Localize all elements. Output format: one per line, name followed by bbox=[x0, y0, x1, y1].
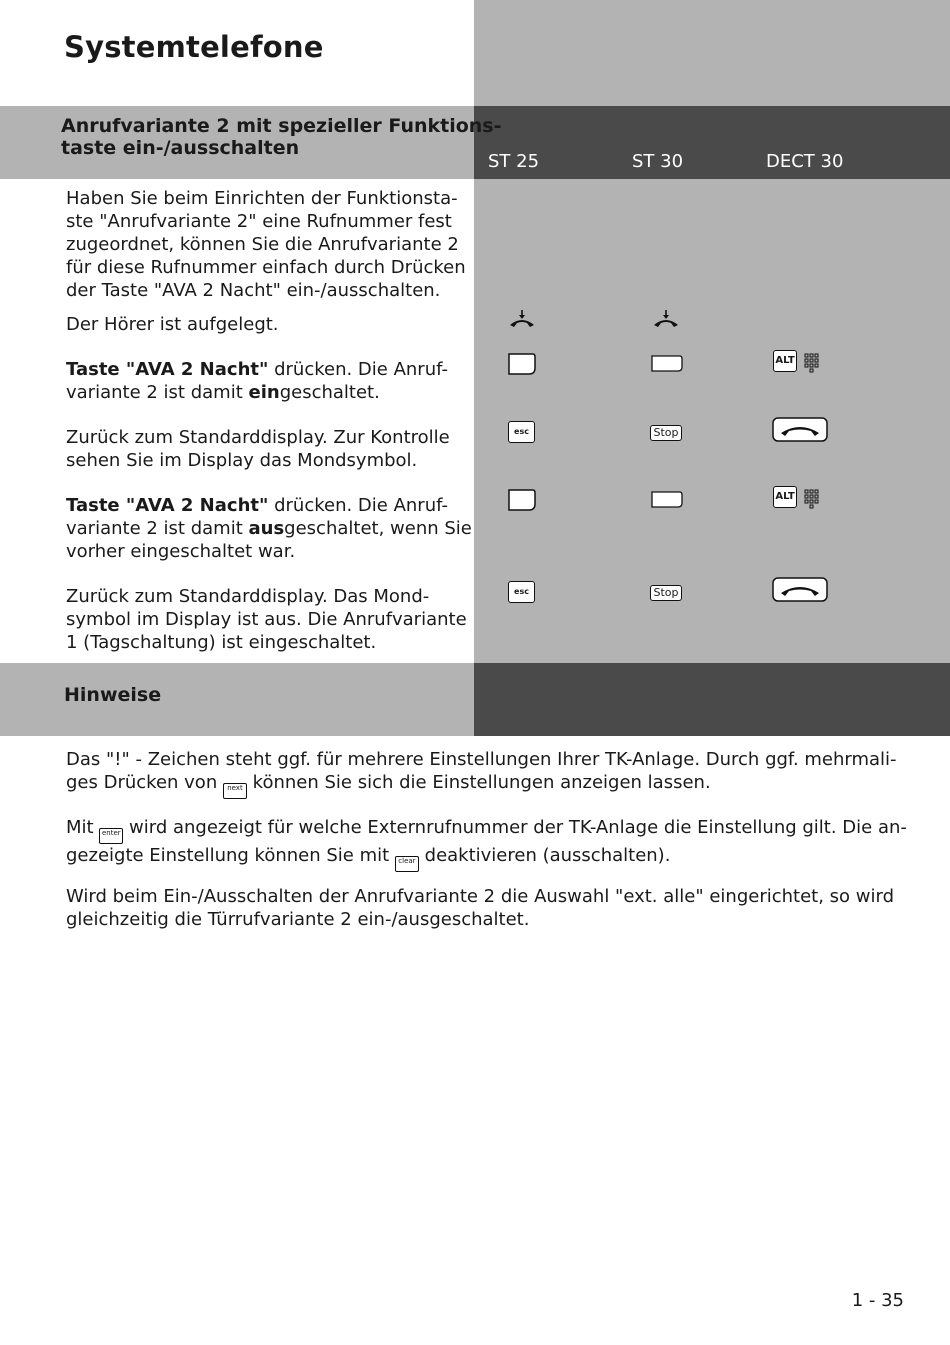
page-title: Systemtelefone bbox=[64, 30, 324, 64]
hinweise-text: ges Drücken von bbox=[66, 772, 223, 793]
intro-line: Haben Sie beim Einrichten der Funktionsta- bbox=[66, 188, 458, 209]
intro-line: für diese Rufnummer einfach durch Drücken bbox=[66, 257, 466, 278]
hinweise-text: können Sie sich die Einstellungen anzeigen lassen. bbox=[246, 772, 711, 793]
hinweise-heading: Hinweise bbox=[64, 684, 162, 706]
step-2-text-a: drücken. Die Anruf- bbox=[268, 359, 448, 380]
step-2-text-b: variante 2 ist damit bbox=[66, 382, 249, 403]
hinweise-text: gezeigte Einstellung können Sie mit bbox=[66, 845, 395, 866]
stop-key-icon: Stop bbox=[650, 425, 682, 441]
function-key-icon bbox=[507, 488, 537, 512]
step-4-text-a: drücken. Die Anruf- bbox=[268, 495, 448, 516]
step-2-key-label: Taste "AVA 2 Nacht" bbox=[66, 359, 269, 380]
intro-line: zugeordnet, können Sie die Anrufvariante 2 bbox=[66, 234, 459, 255]
end-call-key-icon bbox=[772, 417, 828, 442]
step-1-text: Der Hörer ist aufgelegt. bbox=[66, 314, 279, 335]
right-column-body-band bbox=[474, 179, 950, 663]
step-4-text-b: variante 2 ist damit bbox=[66, 518, 249, 539]
alt-key-icon: ALT bbox=[773, 350, 797, 372]
intro-paragraph bbox=[66, 187, 471, 302]
hinweise-paragraph-1 bbox=[66, 748, 916, 799]
hinweise-text: Mit bbox=[66, 817, 100, 838]
hinweise-line: Wird beim Ein-/Ausschalten der Anrufvariante 2 die Auswahl "ext. alle" eingerichtet, so wird bbox=[66, 886, 895, 907]
step-5-line: 1 (Tagschaltung) ist eingeschaltet. bbox=[66, 632, 377, 653]
step-5-line: Zurück zum Standarddisplay. Das Mond- bbox=[66, 586, 430, 607]
function-key-icon bbox=[650, 354, 684, 374]
clear-key-icon: clear bbox=[395, 856, 419, 872]
step-3-text bbox=[66, 426, 471, 472]
section-header-right-band bbox=[474, 106, 950, 179]
step-2-text-c: geschaltet. bbox=[279, 382, 380, 403]
step-3-line: sehen Sie im Display das Mondsymbol. bbox=[66, 450, 418, 471]
stop-key-icon: Stop bbox=[650, 585, 682, 601]
intro-line: der Taste "AVA 2 Nacht" ein-/ausschalten. bbox=[66, 280, 441, 301]
intro-line: ste "Anrufvariante 2" eine Rufnummer fest bbox=[66, 211, 452, 232]
step-2-text bbox=[66, 358, 471, 404]
step-4-key-label: Taste "AVA 2 Nacht" bbox=[66, 495, 269, 516]
next-key-icon: next bbox=[223, 783, 247, 799]
step-2-emphasis: ein bbox=[248, 382, 280, 403]
keypad-icon bbox=[804, 353, 820, 375]
column-header-st25: ST 25 bbox=[488, 151, 540, 172]
hinweise-line: gleichzeitig die Türrufvariante 2 ein-/ausgeschaltet. bbox=[66, 909, 530, 930]
hinweise-text: wird angezeigt für welche Externrufnummer der TK-Anlage die Einstellung gilt. Die an- bbox=[123, 817, 907, 838]
section-title-line2: taste ein-/ausschalten bbox=[61, 137, 300, 159]
keypad-icon bbox=[804, 489, 820, 511]
handset-on-hook-icon bbox=[652, 309, 680, 329]
step-4-text-c: geschaltet, wenn Sie bbox=[284, 518, 472, 539]
hinweise-right-band bbox=[474, 663, 950, 736]
esc-key-icon: esc bbox=[508, 581, 535, 603]
function-key-icon bbox=[507, 352, 537, 376]
step-4-text bbox=[66, 494, 471, 563]
hinweise-paragraph-3 bbox=[66, 885, 916, 931]
step-4-emphasis: aus bbox=[248, 518, 285, 539]
column-header-dect30: DECT 30 bbox=[766, 151, 844, 172]
handset-on-hook-icon bbox=[508, 309, 536, 329]
hinweise-line: Das "!" - Zeichen steht ggf. für mehrere Einstellungen Ihrer TK-Anlage. Durch ggf. mehrmali- bbox=[66, 749, 897, 770]
right-column-top-band bbox=[474, 0, 950, 106]
step-3-line: Zurück zum Standarddisplay. Zur Kontrolle bbox=[66, 427, 450, 448]
column-header-st30: ST 30 bbox=[632, 151, 684, 172]
page-number: 1 - 35 bbox=[851, 1290, 904, 1311]
alt-key-icon: ALT bbox=[773, 486, 797, 508]
esc-key-icon: esc bbox=[508, 421, 535, 443]
enter-key-icon: enter bbox=[99, 828, 123, 844]
step-5-text bbox=[66, 585, 471, 654]
step-5-line: symbol im Display ist aus. Die Anrufvariante bbox=[66, 609, 467, 630]
section-title bbox=[61, 115, 502, 159]
step-4-line: vorher eingeschaltet war. bbox=[66, 541, 296, 562]
section-title-line1: Anrufvariante 2 mit spezieller Funktions- bbox=[61, 115, 502, 137]
end-call-key-icon bbox=[772, 577, 828, 602]
hinweise-text: deaktivieren (ausschalten). bbox=[418, 845, 671, 866]
function-key-icon bbox=[650, 490, 684, 510]
hinweise-paragraph-2 bbox=[66, 816, 916, 872]
